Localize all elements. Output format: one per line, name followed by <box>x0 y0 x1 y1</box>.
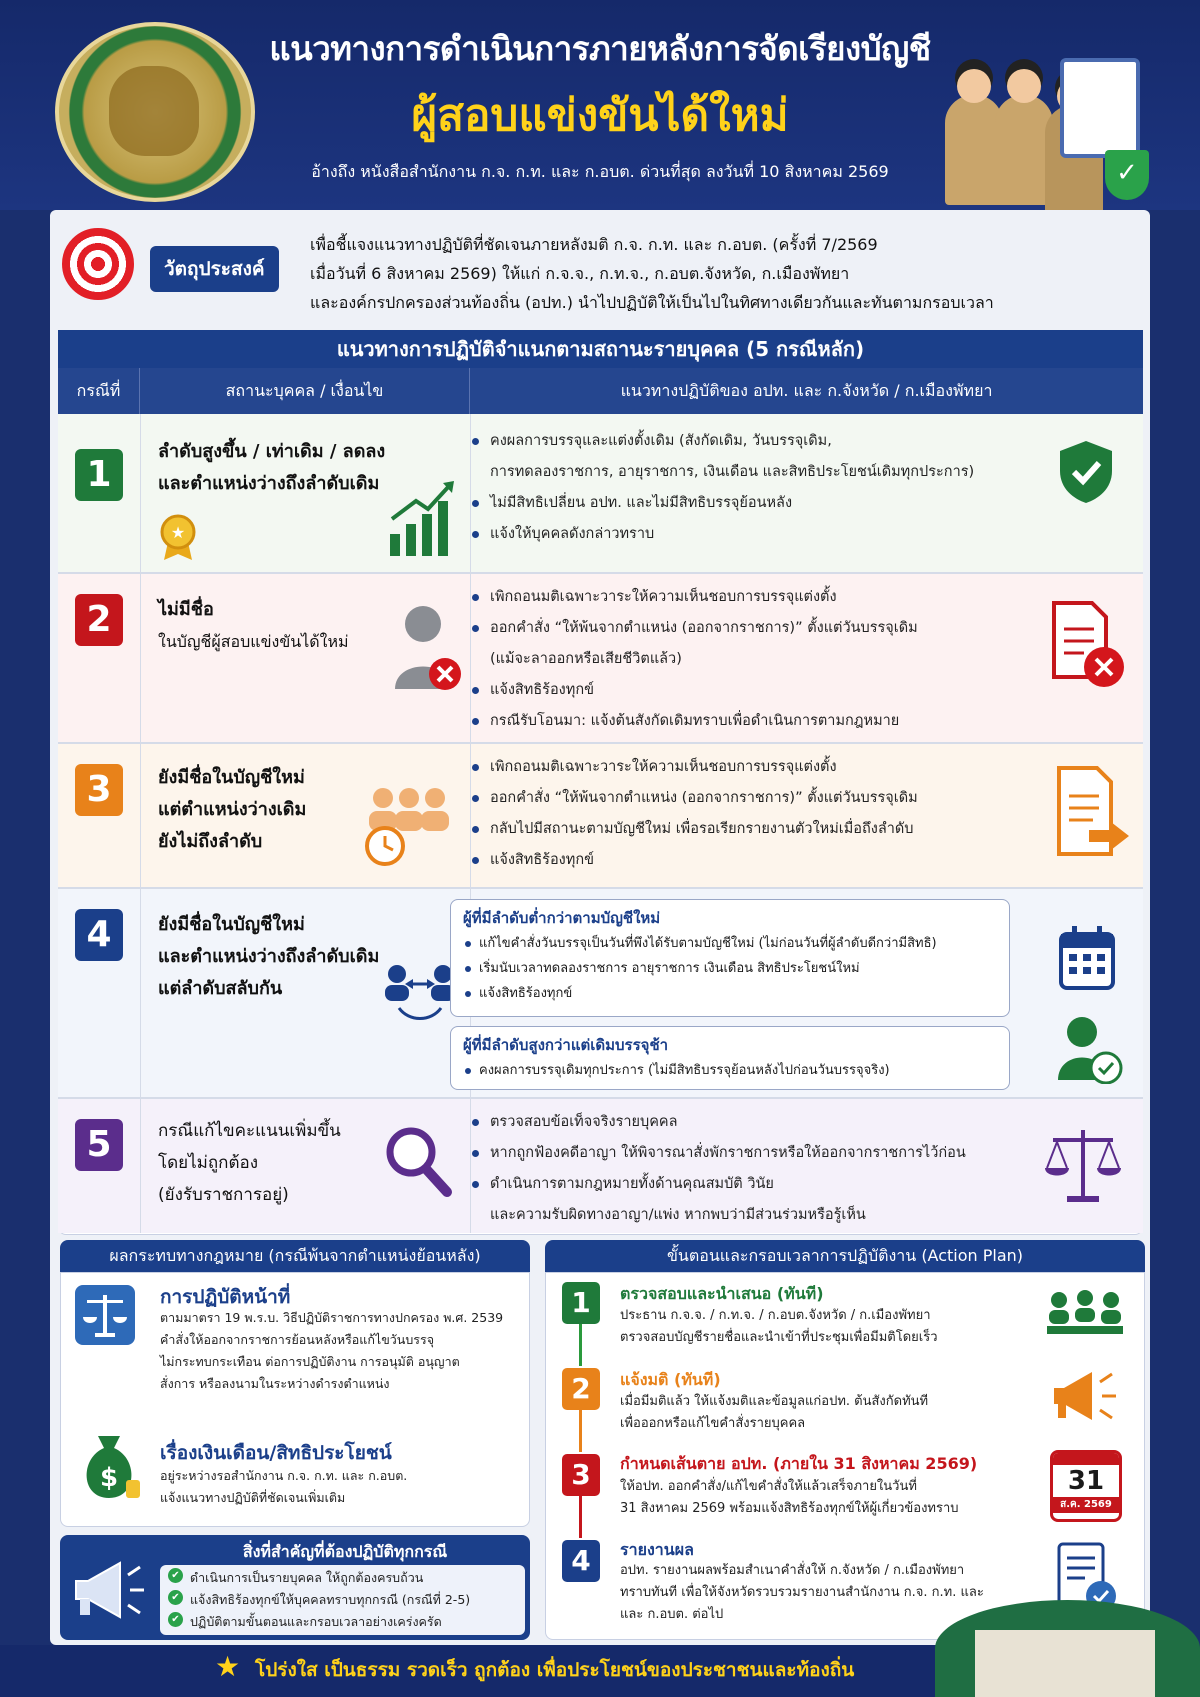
step-text <box>620 1305 1030 1349</box>
government-building-illustration <box>935 1600 1200 1697</box>
table-row <box>58 744 1143 889</box>
document-reject-icon <box>1048 599 1128 689</box>
lower-rank-box <box>450 899 1010 1017</box>
case-number: 3 <box>75 764 123 816</box>
objective-label: วัตถุประสงค์ <box>150 246 279 292</box>
objective-line: เพื่อชี้แจงแนวทางปฏิบัติที่ชัดเจนภายหลังมติ ก.จ. ก.ท. และ ก.อบต. (ครั้งที่ 7/2569 <box>310 235 878 254</box>
action-item: ไม่มีสิทธิเปลี่ยน อปท. และไม่มีสิทธิบรรจุย้อนหลัง <box>468 488 1028 519</box>
announcement-megaphone-icon <box>1050 1366 1120 1426</box>
col-header-case: กรณีที่ <box>58 368 140 414</box>
officials-illustration <box>945 40 1160 205</box>
status-line: (ยังรับราชการอยู่) <box>158 1185 289 1205</box>
step-line: ตรวจสอบบัญชีรายชื่อและนำเข้าที่ประชุมเพื่อมีมติโดยเร็ว <box>620 1330 938 1345</box>
clipboard-icon <box>1060 58 1140 158</box>
important-checklist <box>160 1565 525 1635</box>
star-icon: ★ <box>215 1650 241 1683</box>
document-forward-icon <box>1053 764 1133 864</box>
salary-text <box>160 1465 525 1509</box>
check-item: ✔ ดำเนินการเป็นรายบุคคล ให้ถูกต้องครบถ้วน <box>168 1567 517 1589</box>
step-number: 1 <box>562 1282 600 1324</box>
step-line: ทราบทันที เพื่อให้จังหวัดรวบรวมรายงานสำนักงาน ก.จ. ก.ท. และ <box>620 1585 984 1600</box>
step-connector <box>579 1324 582 1366</box>
check-shield-icon <box>1058 439 1114 505</box>
objective-line: เมื่อวันที่ 6 สิงหาคม 2569) ให้แก่ ก.จ.จ., ก.ท.จ., ก.อบต.จังหวัด, ก.เมืองพัทยา <box>310 264 850 283</box>
action-plan-heading: ขั้นตอนและกรอบเวลาการปฏิบัติงาน (Action Plan) <box>545 1240 1145 1272</box>
case-status <box>158 762 378 858</box>
action-item: เพิกถอนมติเฉพาะวาระให้ความเห็นชอบการบรรจุแต่งตั้ง <box>468 582 1048 613</box>
status-line: ยังมีชื่อในบัญชีใหม่ <box>158 914 305 935</box>
status-line: และตำแหน่งว่างถึงลำดับเดิม <box>158 473 380 494</box>
step-text <box>620 1476 1040 1520</box>
svg-text:★: ★ <box>170 523 186 542</box>
table-row <box>58 889 1143 1099</box>
status-line: ในบัญชีผู้สอบแข่งขันได้ใหม่ <box>158 632 349 651</box>
action-item: แจ้งสิทธิร้องทุกข์ <box>468 675 1048 706</box>
growth-chart-icon <box>388 479 458 559</box>
step-text <box>620 1391 1030 1435</box>
status-line: แต่ลำดับสลับกัน <box>158 978 283 999</box>
action-item: กรณีรับโอนมา: แจ้งต้นสังกัดเดิมทราบเพื่อดำเนินการตามกฎหมาย <box>468 706 1048 737</box>
case-status <box>158 909 408 1005</box>
megaphone-icon <box>68 1555 148 1625</box>
justice-scale-icon <box>1043 1124 1123 1206</box>
box-heading: ผู้ที่มีลำดับสูงกว่าแต่เดิมบรรจุช้า <box>463 1036 669 1054</box>
important-heading: สิ่งที่สำคัญที่ต้องปฏิบัติทุกกรณี <box>242 1542 448 1561</box>
action-list <box>468 426 1028 550</box>
action-item: เริ่มนับเวลาทดลองราชการ อายุราชการ เงินเดือน สิทธิประโยชน์ใหม่ <box>463 956 997 981</box>
objective-text <box>310 230 1150 317</box>
step-number: 3 <box>562 1454 600 1496</box>
step-line: ให้อปท. ออกคำสั่ง/แก้ไขคำสั่งให้แล้วเสร็จภายในวันที่ <box>620 1479 917 1494</box>
medal-icon <box>158 514 198 562</box>
action-item: เพิกถอนมติเฉพาะวาระให้ความเห็นชอบการบรรจุแต่งตั้ง <box>468 752 1028 783</box>
status-line: ลำดับสูงขึ้น / เท่าเดิม / ลดลง <box>158 441 386 462</box>
action-item: ออกคำสั่ง “ให้พ้นจากตำแหน่ง (ออกจากราชการ)” ตั้งแต่วันบรรจุเดิม <box>468 613 1048 644</box>
duty-line: คำสั่งให้ออกจากราชการย้อนหลังหรือแก้ไขวันบรรจุ <box>160 1332 435 1347</box>
status-line: ไม่มีชื่อ <box>158 599 214 620</box>
status-line: แต่ตำแหน่งว่างเดิม <box>158 799 307 820</box>
duty-line: ไม่กระทบกระเทือน ต่อการปฏิบัติงาน การอนุมัติ อนุญาต <box>160 1354 460 1369</box>
table-row <box>58 1099 1143 1233</box>
salary-line: แจ้งแนวทางปฏิบัติที่ชัดเจนเพิ่มเติม <box>160 1490 346 1505</box>
calendar-icon <box>1058 924 1116 992</box>
salary-line: อยู่ระหว่างรอสำนักงาน ก.จ. ก.ท. และ ก.อบต. <box>160 1468 408 1483</box>
action-item: แจ้งให้บุคคลดังกล่าวทราบ <box>468 519 1028 550</box>
col-header-action: แนวทางปฏิบัติของ อปท. และ ก.จังหวัด / ก.เมืองพัทยา <box>470 368 1143 414</box>
waiting-queue-icon <box>363 784 458 869</box>
duty-text <box>160 1307 525 1395</box>
reference-text: อ้างถึง หนังสือสำนักงาน ก.จ. ก.ท. และ ก.อบต. ด่วนที่สุด ลงวันที่ 10 สิงหาคม 2569 <box>311 162 889 181</box>
action-item: และความรับผิดทางอาญา/แพ่ง หากพบว่ามีส่วนร่วมหรือรู้เห็น <box>490 1207 866 1223</box>
step-title: ตรวจสอบและนำเสนอ (ทันที) <box>620 1284 824 1303</box>
step-connector <box>579 1410 582 1452</box>
status-line: กรณีแก้ไขคะแนนเพิ่มขึ้น <box>158 1121 341 1141</box>
action-item: ออกคำสั่ง “ให้พ้นจากตำแหน่ง (ออกจากราชการ)” ตั้งแต่วันบรรจุเดิม <box>468 783 1028 814</box>
status-line: โดยไม่ถูกต้อง <box>158 1153 259 1173</box>
table-row <box>58 414 1143 574</box>
case-number: 2 <box>75 594 123 646</box>
calendar-day: 31 <box>1067 1466 1105 1496</box>
step-line: เมื่อมีมติแล้ว ให้แจ้งมติและข้อมูลแก่อปท. ต้นสังกัดทันที <box>620 1394 929 1409</box>
action-item: คงผลการบรรจุและแต่งตั้งเดิม (สังกัดเดิม, วันบรรจุเดิม, <box>468 426 1028 457</box>
department-seal-logo <box>55 22 255 202</box>
col-header-status: สถานะบุคคล / เงื่อนไข <box>140 368 470 414</box>
action-item: แก้ไขคำสั่งวันบรรจุเป็นวันที่พึงได้รับตามบัญชีใหม่ (ไม่ก่อนวันที่ผู้ลำดับดีกว่ามีสิทธิ) <box>463 931 997 956</box>
step-line: และ ก.อบต. ต่อไป <box>620 1607 724 1622</box>
legal-impact-heading: ผลกระทบทางกฎหมาย (กรณีพ้นจากตำแหน่งย้อนหลัง) <box>60 1240 530 1272</box>
step-title: กำหนดเส้นตาย อปท. (ภายใน 31 สิงหาคม 2569) <box>620 1454 978 1473</box>
step-number: 4 <box>562 1540 600 1582</box>
check-shield-icon: ✓ <box>1105 150 1149 200</box>
page-title-line2: ผู้สอบแข่งขันได้ใหม่ <box>411 90 789 141</box>
check-item: ✔ ปฏิบัติตามขั้นตอนและกรอบเวลาอย่างเคร่งครัด <box>168 1611 517 1633</box>
step-line: 31 สิงหาคม 2569 พร้อมแจ้งสิทธิร้องทุกข์ให้ผู้เกี่ยวข้องทราบ <box>620 1501 959 1516</box>
salary-title: เรื่องเงินเดือน/สิทธิประโยชน์ <box>160 1442 392 1464</box>
svg-text:$: $ <box>99 1463 119 1493</box>
magnifier-icon <box>383 1124 453 1199</box>
action-item: ดำเนินการตามกฎหมายทั้งด้านคุณสมบัติ วินัย <box>468 1169 1028 1200</box>
action-item: (แม้จะลาออกหรือเสียชีวิตแล้ว) <box>490 651 682 667</box>
status-line: และตำแหน่งว่างถึงลำดับเดิม <box>158 946 380 967</box>
footer-slogan: โปร่งใส เป็นธรรม รวดเร็ว ถูกต้อง เพื่อประโยชน์ของประชาชนและท้องถิ่น <box>255 1659 855 1681</box>
case-number: 1 <box>75 449 123 501</box>
table-row <box>58 574 1143 744</box>
objective-line: และองค์กรปกครองส่วนท้องถิ่น (อปท.) นำไปปฏิบัติให้เป็นไปในทิศทางเดียวกันและทันตามกรอบเวลา <box>310 293 994 312</box>
step-number: 2 <box>562 1368 600 1410</box>
step-line: อปท. รายงานผลพร้อมสำเนาคำสั่งให้ ก.จังหวัด / ก.เมืองพัทยา <box>620 1563 965 1578</box>
check-item: ✔ แจ้งสิทธิร้องทุกข์ให้บุคคลทราบทุกกรณี (กรณีที่ 2-5) <box>168 1589 517 1611</box>
status-line: ยังมีชื่อในบัญชีใหม่ <box>158 767 305 788</box>
calendar-month: ส.ค. 2569 <box>1053 1497 1119 1513</box>
duty-line: สั่งการ หรือลงนามในระหว่างดำรงตำแหน่ง <box>160 1376 390 1391</box>
action-item: แจ้งสิทธิร้องทุกข์ <box>468 845 1028 876</box>
case-status <box>158 594 388 658</box>
case-status <box>158 1115 388 1211</box>
money-bag-icon <box>78 1432 140 1502</box>
status-line: ยังไม่ถึงลำดับ <box>158 831 263 852</box>
action-item: หากถูกฟ้องคดีอาญา ให้พิจารณาสั่งพักราชการหรือให้ออกจากราชการไว้ก่อน <box>468 1138 1028 1169</box>
action-list <box>468 752 1028 876</box>
box-heading: ผู้ที่มีลำดับต่ำกว่าตามบัญชีใหม่ <box>463 909 661 927</box>
duty-title: การปฏิบัติหน้าที่ <box>160 1286 291 1308</box>
action-list <box>468 1107 1028 1231</box>
case-number: 4 <box>75 909 123 961</box>
action-list <box>468 582 1048 737</box>
law-scale-icon <box>75 1285 135 1345</box>
user-check-icon <box>1058 1014 1123 1084</box>
higher-rank-box <box>450 1026 1010 1090</box>
step-connector <box>579 1496 582 1538</box>
case-number: 5 <box>75 1119 123 1171</box>
action-item: กลับไปมีสถานะตามบัญชีใหม่ เพื่อรอเรียกรายงานตัวใหม่เมื่อถึงลำดับ <box>468 814 1028 845</box>
step-title: แจ้งมติ (ทันที) <box>620 1370 721 1389</box>
deadline-calendar-icon <box>1050 1450 1122 1522</box>
duty-line: ตามมาตรา 19 พ.ร.บ. วิธีปฏิบัติราชการทางปกครอง พ.ศ. 2539 <box>160 1310 504 1325</box>
action-item: ตรวจสอบข้อเท็จจริงรายบุคคล <box>468 1107 1028 1138</box>
action-item: การทดลองราชการ, อายุราชการ, เงินเดือน และสิทธิประโยชน์เดิมทุกประการ) <box>490 464 975 480</box>
step-title: รายงานผล <box>620 1540 694 1559</box>
table-title: แนวทางการปฏิบัติจำแนกตามสถานะรายบุคคล (5 กรณีหลัก) <box>58 330 1143 368</box>
action-item: แจ้งสิทธิร้องทุกข์ <box>463 981 997 1006</box>
user-remove-icon <box>393 604 463 694</box>
step-line: เพื่อออกหรือแก้ไขคำสั่งรายบุคคล <box>620 1416 806 1431</box>
page-title-line1: แนวทางการดำเนินการภายหลังการจัดเรียงบัญชี <box>269 29 931 68</box>
action-item: คงผลการบรรจุเดิมทุกประการ (ไม่มีสิทธิบรรจุย้อนหลังไปก่อนวันบรรจุจริง) <box>463 1058 997 1083</box>
step-line: ประธาน ก.จ.จ. / ก.ท.จ. / ก.อบต.จังหวัด / ก.เมืองพัทยา <box>620 1308 931 1323</box>
meeting-icon <box>1045 1290 1125 1340</box>
target-icon <box>62 228 134 300</box>
swap-people-icon <box>383 964 458 1024</box>
